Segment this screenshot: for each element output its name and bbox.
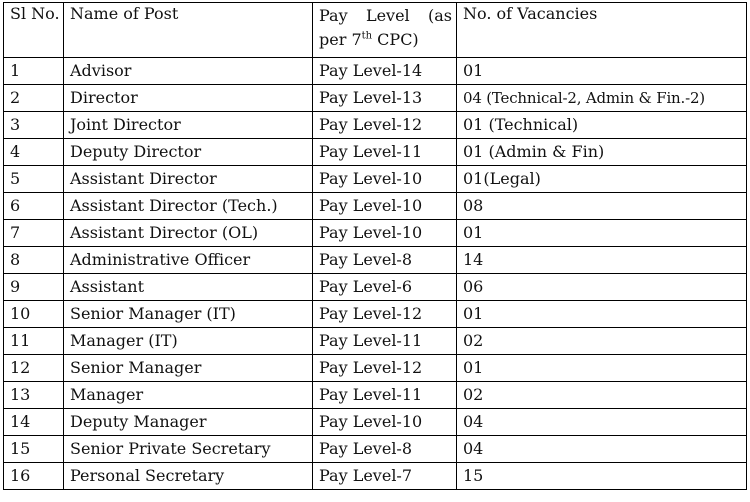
table-row: [4, 58, 747, 85]
header-pay-level-text: [319, 4, 456, 52]
table-row: [4, 274, 747, 301]
cell-no-of-vacancies: 01 (Admin & Fin): [457, 139, 747, 166]
cell-no-of-vacancies: 01: [457, 58, 747, 85]
cell-sl-no: 14: [4, 409, 64, 436]
cell-name-of-post: Senior Private Secretary: [64, 436, 313, 463]
cell-name-of-post: Manager: [64, 382, 313, 409]
cell-sl-no: 16: [4, 463, 64, 490]
cell-no-of-vacancies: 02: [457, 382, 747, 409]
cell-name-of-post: Assistant: [64, 274, 313, 301]
cell-sl-no: 5: [4, 166, 64, 193]
table-row: [4, 355, 747, 382]
cell-sl-no: 8: [4, 247, 64, 274]
cell-sl-no: 11: [4, 328, 64, 355]
cell-no-of-vacancies: 14: [457, 247, 747, 274]
cell-sl-no: 2: [4, 85, 64, 112]
cell-no-of-vacancies: 04: [457, 409, 747, 436]
cell-name-of-post: Director: [64, 85, 313, 112]
cell-sl-no: 1: [4, 58, 64, 85]
cell-name-of-post: Deputy Manager: [64, 409, 313, 436]
header-pay-level-sup: th: [361, 30, 373, 42]
cell-pay-level: Pay Level-14: [313, 58, 457, 85]
cell-no-of-vacancies: 01: [457, 301, 747, 328]
table-row: [4, 301, 747, 328]
table-row: [4, 328, 747, 355]
cell-sl-no: 3: [4, 112, 64, 139]
cell-no-of-vacancies: 02: [457, 328, 747, 355]
cell-name-of-post: Assistant Director: [64, 166, 313, 193]
table-row: [4, 409, 747, 436]
cell-pay-level: Pay Level-13: [313, 85, 457, 112]
cell-no-of-vacancies: 01 (Technical): [457, 112, 747, 139]
cell-pay-level: Pay Level-8: [313, 436, 457, 463]
table-body: [4, 58, 747, 490]
cell-name-of-post: Manager (IT): [64, 328, 313, 355]
cell-no-of-vacancies: 01(Legal): [457, 166, 747, 193]
cell-sl-no: 15: [4, 436, 64, 463]
cell-no-of-vacancies: 01: [457, 355, 747, 382]
cell-no-of-vacancies: 01: [457, 220, 747, 247]
cell-sl-no: 7: [4, 220, 64, 247]
table-row: [4, 382, 747, 409]
cell-name-of-post: Deputy Director: [64, 139, 313, 166]
table-row: [4, 139, 747, 166]
header-pay-level-suffix: CPC): [372, 30, 419, 49]
cell-no-of-vacancies: 04 (Technical-2, Admin & Fin.-2): [457, 85, 747, 112]
cell-sl-no: 9: [4, 274, 64, 301]
cell-name-of-post: Assistant Director (OL): [64, 220, 313, 247]
cell-pay-level: Pay Level-12: [313, 112, 457, 139]
cell-pay-level: Pay Level-8: [313, 247, 457, 274]
table-row: [4, 193, 747, 220]
header-row: [4, 3, 747, 58]
cell-pay-level: Pay Level-6: [313, 274, 457, 301]
table-header: [4, 3, 747, 58]
cell-name-of-post: Senior Manager (IT): [64, 301, 313, 328]
header-pay-level-prefix: Pay Level (as per 7: [319, 6, 452, 49]
cell-sl-no: 10: [4, 301, 64, 328]
cell-pay-level: Pay Level-11: [313, 382, 457, 409]
table-row: [4, 463, 747, 490]
table-row: [4, 166, 747, 193]
cell-sl-no: 13: [4, 382, 64, 409]
cell-sl-no: 4: [4, 139, 64, 166]
cell-pay-level: Pay Level-10: [313, 409, 457, 436]
cell-name-of-post: Advisor: [64, 58, 313, 85]
cell-name-of-post: Senior Manager: [64, 355, 313, 382]
table-row: [4, 112, 747, 139]
cell-pay-level: Pay Level-12: [313, 301, 457, 328]
header-pay-level: [313, 3, 457, 58]
header-sl-no: Sl No.: [4, 3, 64, 58]
cell-sl-no: 6: [4, 193, 64, 220]
vacancy-table: [3, 2, 747, 490]
table-row: [4, 436, 747, 463]
table-row: [4, 85, 747, 112]
cell-pay-level: Pay Level-7: [313, 463, 457, 490]
cell-no-of-vacancies: 06: [457, 274, 747, 301]
table-row: [4, 220, 747, 247]
cell-pay-level: Pay Level-10: [313, 166, 457, 193]
cell-no-of-vacancies: 08: [457, 193, 747, 220]
header-name-of-post: Name of Post: [64, 3, 313, 58]
cell-pay-level: Pay Level-10: [313, 193, 457, 220]
cell-no-of-vacancies: 15: [457, 463, 747, 490]
cell-name-of-post: Administrative Officer: [64, 247, 313, 274]
cell-pay-level: Pay Level-11: [313, 328, 457, 355]
cell-no-of-vacancies: 04: [457, 436, 747, 463]
header-no-of-vacancies: No. of Vacancies: [457, 3, 747, 58]
cell-name-of-post: Joint Director: [64, 112, 313, 139]
table-row: [4, 247, 747, 274]
cell-pay-level: Pay Level-10: [313, 220, 457, 247]
cell-pay-level: Pay Level-11: [313, 139, 457, 166]
cell-name-of-post: Personal Secretary: [64, 463, 313, 490]
cell-sl-no: 12: [4, 355, 64, 382]
cell-pay-level: Pay Level-12: [313, 355, 457, 382]
cell-name-of-post: Assistant Director (Tech.): [64, 193, 313, 220]
